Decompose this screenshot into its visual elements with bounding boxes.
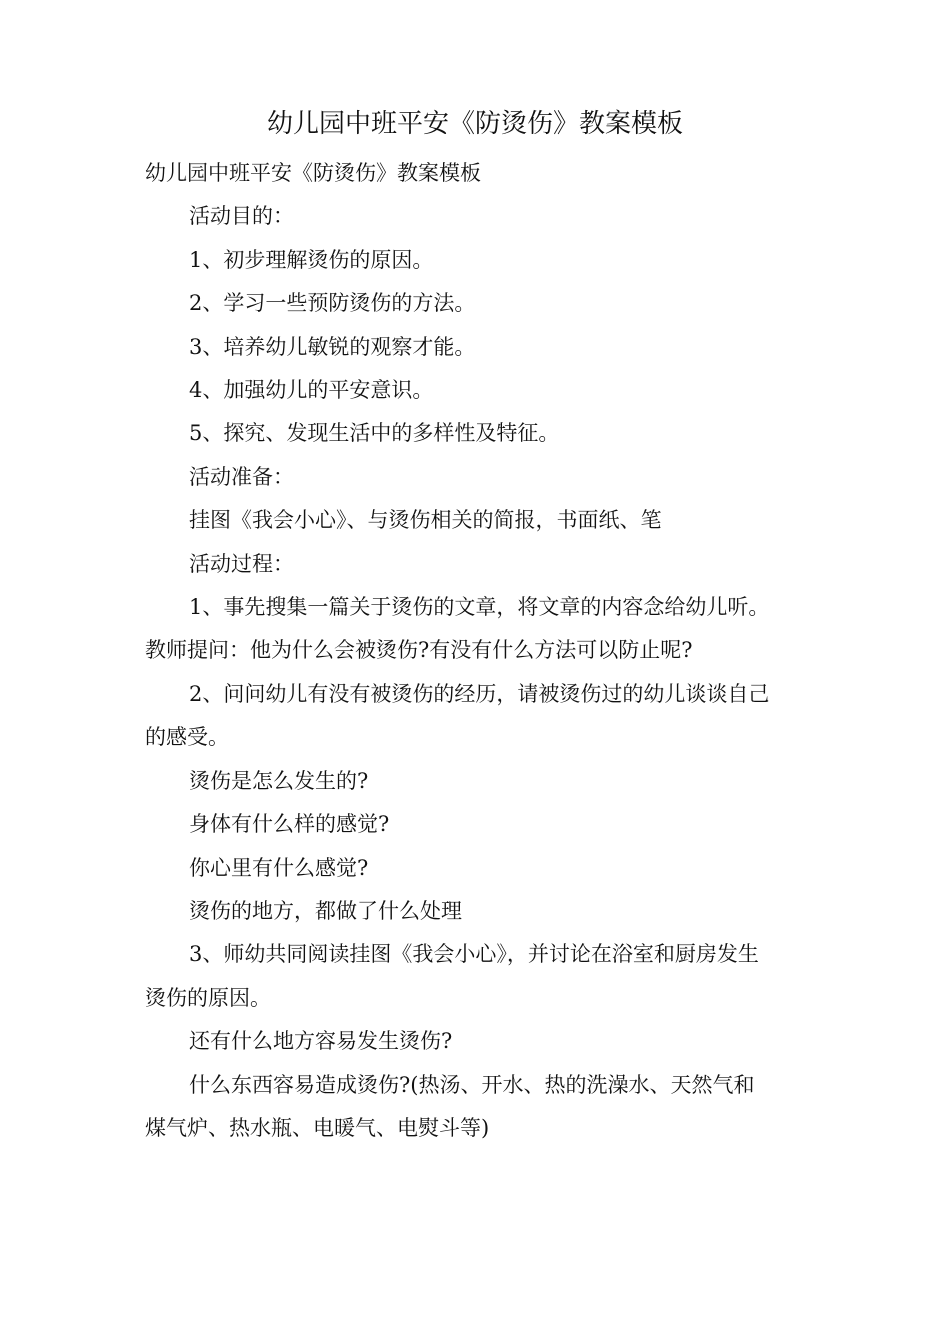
paragraph-line: 烫伤的地方，都做了什么处理 bbox=[189, 898, 462, 923]
paragraph-line: 3、培养幼儿敏锐的观察才能。 bbox=[189, 334, 476, 359]
paragraph-line: 教师提问：他为什么会被烫伤?有没有什么方法可以防止呢? bbox=[145, 638, 693, 663]
paragraph-line: 挂图《我会小心》、与烫伤相关的简报，书面纸、笔 bbox=[189, 508, 662, 533]
paragraph-line: 烫伤是怎么发生的? bbox=[189, 768, 369, 793]
paragraph-line: 幼儿园中班平安《防烫伤》教案模板 bbox=[145, 161, 481, 185]
paragraph-line: 煤气炉、热水瓶、电暖气、电熨斗等) bbox=[145, 1115, 490, 1140]
paragraph-line: 1、初步理解烫伤的原因。 bbox=[189, 247, 434, 272]
paragraph-line: 1、事先搜集一篇关于烫伤的文章，将文章的内容念给幼儿听。 bbox=[189, 595, 770, 620]
paragraph-line: 活动过程： bbox=[189, 551, 294, 576]
paragraph-line: 身体有什么样的感觉? bbox=[189, 812, 390, 837]
paragraph-line: 4、加强幼儿的平安意识。 bbox=[189, 378, 434, 403]
paragraph-line: 2、问问幼儿有没有被烫伤的经历，请被烫伤过的幼儿谈谈自己 bbox=[189, 681, 770, 706]
paragraph-line: 什么东西容易造成烫伤?(热汤、开水、热的洗澡水、天然气和 bbox=[189, 1072, 755, 1097]
document-title: 幼儿园中班平安《防烫伤》教案模板 bbox=[266, 109, 683, 139]
document-body bbox=[145, 152, 810, 1150]
paragraph-line: 3、师幼共同阅读挂图《我会小心》，并讨论在浴室和厨房发生 bbox=[189, 942, 759, 967]
paragraph-line: 你心里有什么感觉? bbox=[189, 855, 369, 880]
paragraph-line: 的感受。 bbox=[145, 725, 229, 750]
paragraph-line: 2、学习一些预防烫伤的方法。 bbox=[189, 291, 476, 316]
paragraph-line: 活动目的： bbox=[189, 204, 294, 229]
paragraph-line: 5、探究、发现生活中的多样性及特征。 bbox=[189, 421, 560, 446]
paragraph-line: 还有什么地方容易发生烫伤? bbox=[189, 1029, 453, 1054]
paragraph-line: 活动准备： bbox=[189, 464, 294, 489]
paragraph-line: 烫伤的原因。 bbox=[145, 985, 271, 1010]
